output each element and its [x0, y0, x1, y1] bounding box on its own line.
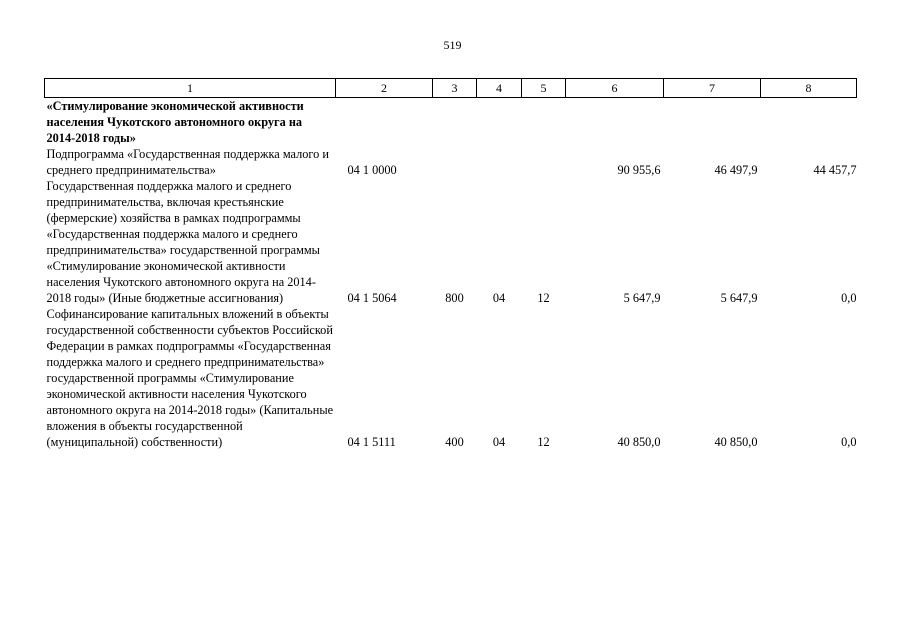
row-value-7	[664, 98, 761, 147]
row-col-4	[477, 98, 522, 147]
table-row	[45, 178, 857, 306]
row-value-6: 90 955,6	[617, 163, 661, 177]
row-col-5	[522, 146, 566, 178]
table-row	[45, 98, 857, 147]
row-value-7: 40 850,0	[714, 435, 758, 449]
row-col-5	[522, 98, 566, 147]
row-value-8: 0,0	[841, 435, 857, 449]
header-col-5: 5	[522, 79, 566, 98]
header-col-2: 2	[336, 79, 433, 98]
header-row	[45, 79, 857, 98]
row-col-4: 04	[492, 435, 506, 449]
header-col-1: 1	[45, 79, 336, 98]
row-col-3	[433, 98, 477, 147]
row-col-5: 12	[537, 435, 550, 449]
budget-table	[44, 78, 857, 450]
row-name: Софинансирование капитальных вложений в объекты государственной собственности субъектов Российской Федерации в рамках подпрограммы «Государственная поддержка малого и среднего предпринимательства» государственной программы «Стимулирование экономической активности населения Чукотского автономного округа на 2014-2018 годы» (Капитальные вложения в объекты государственной (муниципальной) собственности)	[46, 307, 334, 449]
row-value-7: 46 497,9	[714, 163, 758, 177]
table-header	[45, 79, 857, 98]
row-col-5: 12	[537, 291, 550, 305]
row-value-8: 0,0	[841, 291, 857, 305]
row-value-8: 44 457,7	[813, 163, 857, 177]
row-value-6: 40 850,0	[617, 435, 661, 449]
row-value-7: 5 647,9	[720, 291, 758, 305]
header-col-4: 4	[477, 79, 522, 98]
table-body	[45, 98, 857, 451]
header-col-7: 7	[664, 79, 761, 98]
row-col-3: 800	[445, 291, 464, 305]
page-number: 519	[443, 38, 462, 52]
row-col-4	[477, 146, 522, 178]
header-col-6: 6	[566, 79, 664, 98]
row-value-6: 5 647,9	[623, 291, 661, 305]
table-row	[45, 146, 857, 178]
table-row	[45, 306, 857, 450]
header-col-3: 3	[433, 79, 477, 98]
row-col-4: 04	[492, 291, 506, 305]
row-col-3	[433, 146, 477, 178]
row-value-6	[566, 98, 664, 147]
row-code	[336, 98, 433, 147]
row-name: «Стимулирование экономической активности населения Чукотского автономного округа на 2014-2018 годы»	[46, 99, 304, 145]
row-value-8	[761, 98, 857, 147]
row-name: Государственная поддержка малого и среднего предпринимательства, включая крестьянские (фермерские) хозяйства в рамках подпрограммы «Государственная поддержка малого и среднего предпринимательства» государственной программы «Стимулирование экономической активности населения Чукотского автономного округа на 2014-2018 годы» (Иные бюджетные ассигнования)	[46, 179, 320, 305]
header-col-8: 8	[761, 79, 857, 98]
row-col-3: 400	[445, 435, 464, 449]
row-name: Подпрограмма «Государственная поддержка малого и среднего предпринимательства»	[46, 147, 329, 177]
row-code: 04 1 5111	[347, 435, 396, 449]
row-code: 04 1 0000	[347, 163, 397, 177]
row-code: 04 1 5064	[347, 291, 397, 305]
